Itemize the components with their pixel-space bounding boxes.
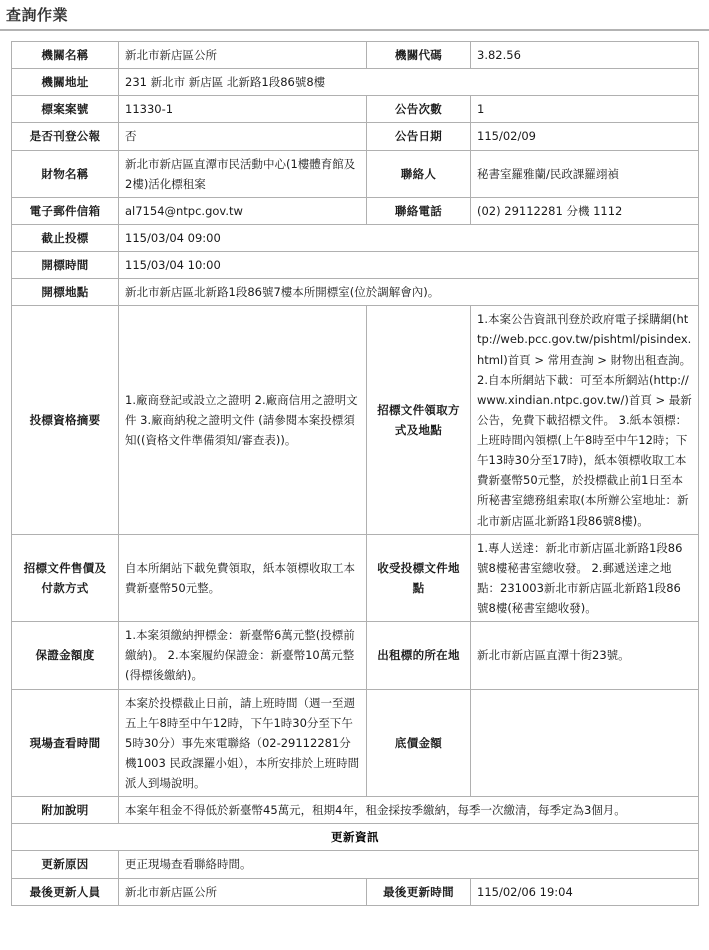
value-update-reason: 更正現場查看聯絡時間。: [119, 851, 699, 878]
page-title: 查詢作業: [0, 0, 709, 31]
value-qualification-summary: 1.廠商登記或設立之證明 2.廠商信用之證明文件 3.廠商納稅之證明文件 (請參閱本案投標須知((資格文件準備須知/審查表))。: [119, 306, 367, 534]
label-bid-receive-place: 收受投標文件地點: [367, 534, 471, 622]
value-announce-date: 115/02/09: [471, 123, 699, 150]
value-last-update-time: 115/02/06 19:04: [471, 878, 699, 905]
value-deposit-amount: 1.本案須繳納押標金：新臺幣6萬元整(投標前繳納)。 2.本案履約保證金：新臺幣10萬元整(得標後繳納)。: [119, 622, 367, 689]
label-bid-deadline: 截止投標: [12, 224, 119, 251]
section-header-update-info: 更新資訊: [12, 824, 699, 851]
label-contact-phone: 聯絡電話: [367, 197, 471, 224]
table-row-agency: [12, 42, 699, 69]
label-case-number: 標案案號: [12, 96, 119, 123]
value-contact-person: 秘書室羅雅蘭/民政課羅翊禎: [471, 150, 699, 197]
label-floor-price: 底價金額: [367, 689, 471, 797]
value-email: al7154@ntpc.gov.tw: [119, 197, 367, 224]
value-agency-address: 231 新北市 新店區 北新路1段86號8樓: [119, 69, 699, 96]
table-row-update-section: [12, 824, 699, 851]
table-row-last-update: [12, 878, 699, 905]
table-row-open-time: [12, 252, 699, 279]
value-open-time: 115/03/04 10:00: [119, 252, 699, 279]
value-floor-price: [471, 689, 699, 797]
label-property-name: 財物名稱: [12, 150, 119, 197]
label-agency-code: 機關代碼: [367, 42, 471, 69]
table-row-update-reason: [12, 851, 699, 878]
table-row-email: [12, 197, 699, 224]
label-published-gazette: 是否刊登公報: [12, 123, 119, 150]
table-row-deposit: [12, 622, 699, 689]
label-doc-price-payment: 招標文件售價及付款方式: [12, 534, 119, 622]
label-announce-count: 公告次數: [367, 96, 471, 123]
label-rental-location: 出租標的所在地: [367, 622, 471, 689]
label-agency-address: 機關地址: [12, 69, 119, 96]
value-bid-deadline: 115/03/04 09:00: [119, 224, 699, 251]
value-published-gazette: 否: [119, 123, 367, 150]
value-property-name: 新北市新店區直潭市民活動中心(1樓體育館及2樓)活化標租案: [119, 150, 367, 197]
value-additional-notes: 本案年租金不得低於新臺幣45萬元，租期4年，租金採按季繳納，每季一次繳清，每季定為3個月。: [119, 797, 699, 824]
value-agency-code: 3.82.56: [471, 42, 699, 69]
table-row-qualification: [12, 306, 699, 534]
label-last-updater: 最後更新人員: [12, 878, 119, 905]
label-contact-person: 聯絡人: [367, 150, 471, 197]
label-email: 電子郵件信箱: [12, 197, 119, 224]
table-row-doc-price: [12, 534, 699, 622]
label-deposit-amount: 保證金額度: [12, 622, 119, 689]
bid-detail-table: [11, 41, 699, 906]
table-row-additional-notes: [12, 797, 699, 824]
value-case-number: 11330-1: [119, 96, 367, 123]
label-last-update-time: 最後更新時間: [367, 878, 471, 905]
value-announce-count: 1: [471, 96, 699, 123]
value-doc-acquire-method: 1.本案公告資訊刊登於政府電子採購網(http://web.pcc.gov.tw/pishtml/pisindex.html)首頁 > 常用查詢 > 財物出租查詢。 2.自本所網站下載：可至本所網站(http://www.xindian.ntpc.gov.tw/)首頁 > 最新公告，免費下載招標文件。 3.紙本領標：上班時間內領標(上午8時至中午12時；下午13時30分至17時)，紙本領標收取工本費新臺幣50元整，於投標截止前1日至本所秘書室總務組索取(本所辦公室地址：新北市新店區北新路1段86號8樓)。: [471, 306, 699, 534]
label-qualification-summary: 投標資格摘要: [12, 306, 119, 534]
label-agency-name: 機關名稱: [12, 42, 119, 69]
table-row-address: [12, 69, 699, 96]
table-row-open-place: [12, 279, 699, 306]
label-doc-acquire-method: 招標文件領取方式及地點: [367, 306, 471, 534]
value-last-updater: 新北市新店區公所: [119, 878, 367, 905]
value-rental-location: 新北市新店區直潭十街23號。: [471, 622, 699, 689]
label-update-reason: 更新原因: [12, 851, 119, 878]
value-doc-price-payment: 自本所網站下載免費領取，紙本領標收取工本費新臺幣50元整。: [119, 534, 367, 622]
value-bid-receive-place: 1.專人送達：新北市新店區北新路1段86號8樓秘書室總收發。 2.郵遞送達之地點：231003新北市新店區北新路1段86號8樓(秘書室總收發)。: [471, 534, 699, 622]
table-row-property: [12, 150, 699, 197]
label-site-visit-time: 現場查看時間: [12, 689, 119, 797]
value-open-place: 新北市新店區北新路1段86號7樓本所開標室(位於調解會內)。: [119, 279, 699, 306]
table-row-gazette: [12, 123, 699, 150]
bid-detail-container: [0, 31, 709, 906]
label-additional-notes: 附加說明: [12, 797, 119, 824]
table-row-bid-deadline: [12, 224, 699, 251]
value-agency-name: 新北市新店區公所: [119, 42, 367, 69]
value-contact-phone: (02) 29112281 分機 1112: [471, 197, 699, 224]
table-row-site-visit: [12, 689, 699, 797]
value-site-visit-time: 本案於投標截止日前，請上班時間（週一至週五上午8時至中午12時，下午1時30分至下午5時30分）事先來電聯絡（02-29112281分機1003 民政課羅小姐），本所安排於上班時間派人到場說明。: [119, 689, 367, 797]
label-open-place: 開標地點: [12, 279, 119, 306]
label-announce-date: 公告日期: [367, 123, 471, 150]
table-row-case-number: [12, 96, 699, 123]
label-open-time: 開標時間: [12, 252, 119, 279]
